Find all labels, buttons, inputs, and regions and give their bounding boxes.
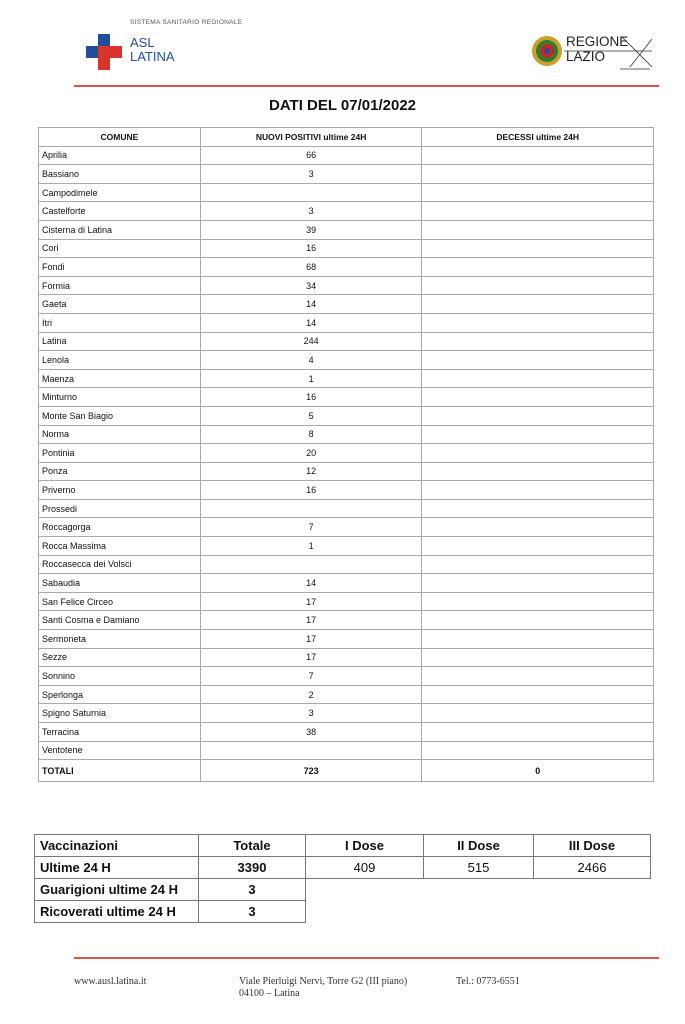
row-positivi: 14 xyxy=(200,313,422,332)
row-decessi xyxy=(422,462,654,481)
row-positivi: 66 xyxy=(200,146,422,165)
vaccination-table xyxy=(34,834,651,923)
footer-website[interactable]: www.ausl.latina.it xyxy=(74,976,147,987)
row-comune: Norma xyxy=(39,425,201,444)
row-comune: Sonnino xyxy=(39,667,201,686)
row-decessi xyxy=(422,685,654,704)
row-decessi xyxy=(422,499,654,518)
row-positivi: 16 xyxy=(200,388,422,407)
row-positivi: 16 xyxy=(200,239,422,258)
row-positivi: 5 xyxy=(200,406,422,425)
row-comune: Cori xyxy=(39,239,201,258)
row-decessi xyxy=(422,369,654,388)
row-positivi xyxy=(200,499,422,518)
row-positivi xyxy=(200,741,422,760)
guarigioni-value: 3 xyxy=(199,879,306,901)
row-comune: Terracina xyxy=(39,723,201,742)
vax-col-dose2: II Dose xyxy=(424,835,534,857)
table-row xyxy=(39,220,654,239)
row-decessi xyxy=(422,146,654,165)
table-header-row xyxy=(39,128,654,147)
row-positivi: 17 xyxy=(200,592,422,611)
table-row xyxy=(39,499,654,518)
table-row xyxy=(39,574,654,593)
column-header-positivi: NUOVI POSITIVI ultime 24H xyxy=(200,128,422,147)
table-row xyxy=(39,258,654,277)
row-decessi xyxy=(422,276,654,295)
row-comune: Maenza xyxy=(39,369,201,388)
vax-col-dose1: I Dose xyxy=(306,835,424,857)
totals-positivi: 723 xyxy=(200,760,422,782)
table-row xyxy=(39,146,654,165)
vaccinations-sublabel: Ultime 24 H xyxy=(35,857,199,879)
page-header xyxy=(0,0,685,90)
row-decessi xyxy=(422,555,654,574)
row-positivi xyxy=(200,555,422,574)
vax-totale-value: 3390 xyxy=(199,857,306,879)
ricoverati-value: 3 xyxy=(199,901,306,923)
totals-decessi: 0 xyxy=(422,760,654,782)
row-comune: Roccagorga xyxy=(39,518,201,537)
table-row xyxy=(39,276,654,295)
lazio-line2: LAZIO xyxy=(566,48,606,64)
vaccinations-label: Vaccinazioni xyxy=(35,835,199,857)
table-row xyxy=(39,741,654,760)
row-comune: Sermoneta xyxy=(39,630,201,649)
table-row xyxy=(39,444,654,463)
row-decessi xyxy=(422,295,654,314)
column-header-decessi: DECESSI ultime 24H xyxy=(422,128,654,147)
row-decessi xyxy=(422,351,654,370)
row-positivi: 14 xyxy=(200,295,422,314)
footer-address xyxy=(239,976,407,1000)
row-comune: Castelforte xyxy=(39,202,201,221)
row-positivi: 3 xyxy=(200,704,422,723)
table-row xyxy=(39,425,654,444)
column-header-comune: COMUNE xyxy=(39,128,201,147)
table-row xyxy=(39,630,654,649)
row-positivi: 4 xyxy=(200,351,422,370)
table-row xyxy=(39,369,654,388)
row-decessi xyxy=(422,667,654,686)
table-row xyxy=(39,332,654,351)
row-comune: Spigno Saturnia xyxy=(39,704,201,723)
row-positivi: 244 xyxy=(200,332,422,351)
row-positivi: 12 xyxy=(200,462,422,481)
row-decessi xyxy=(422,183,654,202)
asl-name-line2: LATINA xyxy=(130,49,175,64)
table-row xyxy=(39,239,654,258)
row-comune: Sabaudia xyxy=(39,574,201,593)
table-row xyxy=(39,183,654,202)
row-positivi: 16 xyxy=(200,481,422,500)
row-comune: Monte San Biagio xyxy=(39,406,201,425)
table-row xyxy=(39,388,654,407)
row-comune: Minturno xyxy=(39,388,201,407)
table-row xyxy=(39,295,654,314)
table-row xyxy=(39,537,654,556)
table-row xyxy=(39,406,654,425)
row-comune: Bassiano xyxy=(39,165,201,184)
footer-phone: Tel.: 0773-6551 xyxy=(456,976,520,987)
row-decessi xyxy=(422,444,654,463)
vax-dose1-value: 409 xyxy=(306,857,424,879)
row-positivi: 20 xyxy=(200,444,422,463)
footer-divider xyxy=(74,957,659,959)
row-comune: Lenola xyxy=(39,351,201,370)
row-decessi xyxy=(422,518,654,537)
table-row xyxy=(39,667,654,686)
row-decessi xyxy=(422,202,654,221)
row-positivi: 14 xyxy=(200,574,422,593)
footer-address-line1: Viale Pierluigi Nervi, Torre G2 (III piano) xyxy=(239,976,408,987)
row-decessi xyxy=(422,258,654,277)
row-positivi: 1 xyxy=(200,537,422,556)
row-decessi xyxy=(422,165,654,184)
row-decessi xyxy=(422,388,654,407)
row-decessi xyxy=(422,574,654,593)
ricoverati-label: Ricoverati ultime 24 H xyxy=(35,901,199,923)
vax-col-dose3: III Dose xyxy=(534,835,651,857)
row-decessi xyxy=(422,592,654,611)
row-positivi xyxy=(200,183,422,202)
row-comune: Formia xyxy=(39,276,201,295)
row-comune: Roccasecca dei Volsci xyxy=(39,555,201,574)
table-row xyxy=(39,481,654,500)
municipality-table xyxy=(38,127,654,782)
row-decessi xyxy=(422,704,654,723)
row-decessi xyxy=(422,425,654,444)
row-positivi: 3 xyxy=(200,165,422,184)
row-comune: Aprilia xyxy=(39,146,201,165)
row-positivi: 39 xyxy=(200,220,422,239)
asl-subtitle: SISTEMA SANITARIO REGIONALE xyxy=(130,19,243,26)
row-comune: Prossedi xyxy=(39,499,201,518)
table-row xyxy=(39,165,654,184)
row-comune: Rocca Massima xyxy=(39,537,201,556)
table-row xyxy=(39,518,654,537)
guarigioni-label: Guarigioni ultime 24 H xyxy=(35,879,199,901)
row-comune: Itri xyxy=(39,313,201,332)
page-title: DATI DEL 07/01/2022 xyxy=(268,97,417,114)
table-row xyxy=(39,685,654,704)
footer-address-line2: 04100 – Latina xyxy=(239,988,300,999)
row-decessi xyxy=(422,723,654,742)
lazio-line1: REGIONE xyxy=(566,34,629,49)
vax-dose3-value: 2466 xyxy=(534,857,651,879)
row-decessi xyxy=(422,630,654,649)
row-comune: Campodimele xyxy=(39,183,201,202)
row-positivi: 17 xyxy=(200,648,422,667)
row-positivi: 3 xyxy=(200,202,422,221)
vax-dose2-value: 515 xyxy=(424,857,534,879)
row-positivi: 7 xyxy=(200,667,422,686)
row-decessi xyxy=(422,648,654,667)
row-comune: Santi Cosma e Damiano xyxy=(39,611,201,630)
row-decessi xyxy=(422,741,654,760)
table-row xyxy=(39,555,654,574)
table-row xyxy=(39,462,654,481)
row-positivi: 17 xyxy=(200,630,422,649)
row-comune: Gaeta xyxy=(39,295,201,314)
row-positivi: 68 xyxy=(200,258,422,277)
row-positivi: 8 xyxy=(200,425,422,444)
table-row xyxy=(39,723,654,742)
regione-lazio-name xyxy=(566,35,628,64)
row-comune: San Felice Circeo xyxy=(39,592,201,611)
row-positivi: 34 xyxy=(200,276,422,295)
row-comune: Fondi xyxy=(39,258,201,277)
totals-label: TOTALI xyxy=(39,760,201,782)
row-positivi: 7 xyxy=(200,518,422,537)
table-row xyxy=(39,202,654,221)
row-comune: Sperlonga xyxy=(39,685,201,704)
row-comune: Ventotene xyxy=(39,741,201,760)
row-decessi xyxy=(422,481,654,500)
asl-name xyxy=(130,36,175,64)
row-decessi xyxy=(422,313,654,332)
header-divider xyxy=(74,85,659,87)
row-decessi xyxy=(422,239,654,258)
table-row xyxy=(39,704,654,723)
table-row xyxy=(39,592,654,611)
table-row xyxy=(39,313,654,332)
asl-name-line1: ASL xyxy=(130,35,155,50)
row-positivi: 17 xyxy=(200,611,422,630)
row-positivi: 38 xyxy=(200,723,422,742)
totals-row xyxy=(39,760,654,782)
row-decessi xyxy=(422,406,654,425)
row-decessi xyxy=(422,332,654,351)
row-comune: Cisterna di Latina xyxy=(39,220,201,239)
table-row xyxy=(39,648,654,667)
row-decessi xyxy=(422,220,654,239)
row-positivi: 1 xyxy=(200,369,422,388)
table-row xyxy=(39,611,654,630)
row-comune: Ponza xyxy=(39,462,201,481)
row-decessi xyxy=(422,537,654,556)
regione-lazio-emblem xyxy=(530,34,564,68)
row-positivi: 2 xyxy=(200,685,422,704)
asl-cross-logo xyxy=(86,34,122,70)
table-row xyxy=(39,351,654,370)
table-body xyxy=(39,146,654,760)
row-comune: Priverno xyxy=(39,481,201,500)
vax-col-totale: Totale xyxy=(199,835,306,857)
row-comune: Pontinia xyxy=(39,444,201,463)
row-comune: Latina xyxy=(39,332,201,351)
row-comune: Sezze xyxy=(39,648,201,667)
row-decessi xyxy=(422,611,654,630)
